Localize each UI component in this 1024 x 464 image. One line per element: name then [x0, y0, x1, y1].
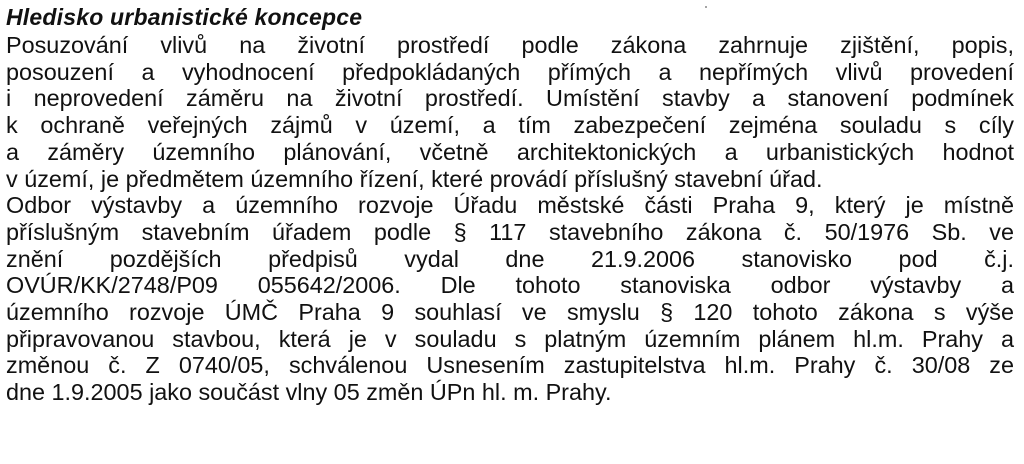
text-line: k ochraně veřejných zájmů v území, a tím zabezpečení zejména souladu s cíly: [6, 112, 1014, 139]
text-line: připravovanou stavbou, která je v souladu s platným územním plánem hl.m. Prahy a: [6, 325, 1014, 352]
text-line: znění pozdějších předpisů vydal dne 21.9.2006 stanovisko pod č.j.: [6, 245, 1014, 272]
text-line: OVÚR/KK/2748/P09 055642/2006. Dle tohoto stanoviska odbor výstavby a: [6, 272, 1014, 299]
text-line: změnou č. Z 0740/05, schválenou Usnesením zastupitelstva hl.m. Prahy č. 30/08 ze: [6, 352, 1014, 379]
text-line: a záměry územního plánování, včetně architektonických a urbanistických hodnot: [6, 138, 1014, 165]
text-line: Odbor výstavby a územního rozvoje Úřadu městské části Praha 9, který je místně: [6, 192, 1014, 219]
section-heading: Hledisko urbanistické koncepce: [6, 4, 363, 30]
document-page: [6, 4, 1020, 406]
scan-speck: [705, 6, 707, 8]
text-line: příslušným stavebním úřadem podle § 117 stavebního zákona č. 50/1976 Sb. ve: [6, 218, 1014, 245]
paragraph-eia-assessment: [6, 32, 1020, 192]
text-line: dne 1.9.2005 jako součást vlny 05 změn ÚPn hl. m. Prahy.: [6, 379, 612, 406]
text-line: posouzení a vyhodnocení předpokládaných přímých a nepřímých vlivů provedení: [6, 58, 1014, 85]
text-line: i neprovedení záměru na životní prostředí. Umístění stavby a stanovení podmínek: [6, 85, 1014, 112]
text-line: územního rozvoje ÚMČ Praha 9 souhlasí ve smyslu § 120 tohoto zákona s výše: [6, 299, 1014, 326]
text-line: v území, je předmětem územního řízení, které provádí příslušný stavební úřad.: [6, 165, 823, 192]
text-line: Posuzování vlivů na životní prostředí podle zákona zahrnuje zjištění, popis,: [6, 32, 1014, 58]
paragraph-building-office-opinion: [6, 192, 1020, 406]
